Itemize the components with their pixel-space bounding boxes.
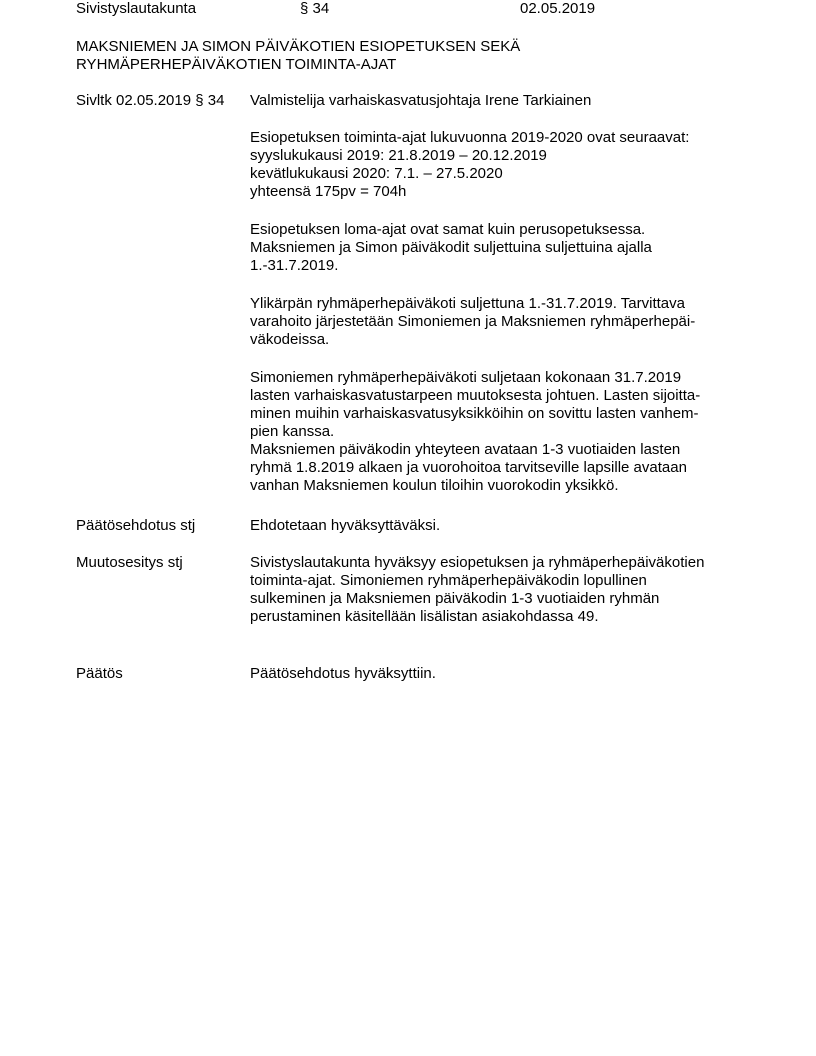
text-line: varahoito järjestetään Simoniemen ja Maksniemen ryhmäperhepäi- <box>250 313 696 330</box>
text-line: Sivistyslautakunta hyväksyy esiopetuksen ja ryhmäperhepäiväkotien <box>250 554 705 571</box>
preparer-line: Valmistelija varhaiskasvatusjohtaja Irene Tarkiainen <box>250 92 592 109</box>
title-line: RYHMÄPERHEPÄIVÄKOTIEN TOIMINTA-AJAT <box>76 56 397 73</box>
text-line: Ylikärpän ryhmäperhepäiväkoti suljettuna 1.-31.7.2019. Tarvittava <box>250 295 685 312</box>
text-line: väkodeissa. <box>250 331 330 348</box>
text-line: vanhan Maksniemen koulun tiloihin vuorokodin yksikkö. <box>250 477 619 494</box>
proposal-text: Ehdotetaan hyväksyttäväksi. <box>250 517 441 534</box>
text-line: Maksniemen ja Simon päiväkodit suljettuina suljettuina ajalla <box>250 239 652 256</box>
title-line: MAKSNIEMEN JA SIMON PÄIVÄKOTIEN ESIOPETUKSEN SEKÄ <box>76 38 521 55</box>
decision-label: Päätös <box>76 665 123 682</box>
simoniemi-paragraph <box>250 369 750 495</box>
text-line: Simoniemen ryhmäperhepäiväkoti suljetaan kokonaan 31.7.2019 <box>250 369 682 386</box>
text-line: Maksniemen päiväkodin yhteyteen avataan 1-3 vuotiaiden lasten <box>250 441 681 458</box>
text-line: Esiopetuksen toiminta-ajat lukuvuonna 2019-2020 ovat seuraavat: <box>250 129 690 146</box>
text-line: minen muihin varhaiskasvatusyksikköihin on sovittu lasten vanhem- <box>250 405 699 422</box>
text-line: yhteensä 175pv = 704h <box>250 183 407 200</box>
ylikarppa-paragraph <box>250 295 750 349</box>
text-line: perustaminen käsitellään lisälistan asiakohdassa 49. <box>250 608 599 625</box>
holiday-paragraph <box>250 221 750 275</box>
text-line: toiminta-ajat. Simoniemen ryhmäperhepäiväkodin lopullinen <box>250 572 647 589</box>
amendment-label: Muutosesitys stj <box>76 554 183 571</box>
proposal-label: Päätösehdotus stj <box>76 517 196 534</box>
text-line: syyslukukausi 2019: 21.8.2019 – 20.12.2019 <box>250 147 547 164</box>
text-line: pien kanssa. <box>250 423 335 440</box>
text-line: lasten varhaiskasvatustarpeen muutoksesta johtuen. Lasten sijoitta- <box>250 387 701 404</box>
amendment-text <box>250 554 750 626</box>
schedule-paragraph <box>250 129 750 201</box>
text-line: kevätlukukausi 2020: 7.1. – 27.5.2020 <box>250 165 503 182</box>
text-line: 1.-31.7.2019. <box>250 257 339 274</box>
document-title <box>76 38 756 74</box>
header-board-name: Sivistyslautakunta <box>76 0 197 17</box>
preparation-body <box>250 92 750 110</box>
text-line: Esiopetuksen loma-ajat ovat samat kuin perusopetuksessa. <box>250 221 646 238</box>
text-line: sulkeminen ja Maksniemen päiväkodin 1-3 vuotiaiden ryhmän <box>250 590 660 607</box>
text-line: ryhmä 1.8.2019 alkaen ja vuorohoitoa tarvitseville lapsille avataan <box>250 459 687 476</box>
header-section-number: § 34 <box>300 0 330 17</box>
header-date: 02.05.2019 <box>520 0 596 17</box>
decision-text: Päätösehdotus hyväksyttiin. <box>250 665 436 682</box>
preparation-label: Sivltk 02.05.2019 § 34 <box>76 92 225 109</box>
